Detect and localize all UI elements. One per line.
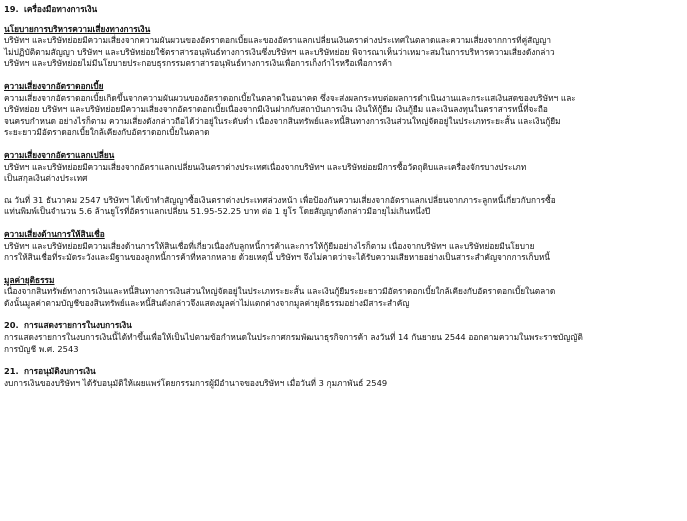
paragraph-line: จนครบกำหนด อย่างไรก็ตาม ความเสี่ยงดังกล่าวถือได้ว่าอยู่ในระดับต่ำ เนื่องจากสินทรัพย์และหนี้สินทางการเงินส่วนใหญ่จัดอยู่ในประเภทระยะสั้น และเงินกู้ยืม — [4, 115, 561, 126]
fair-value-heading: มูลค่ายุติธรรม — [4, 274, 55, 285]
section-number: 20. — [4, 320, 19, 331]
section-19-heading — [4, 4, 681, 16]
paragraph-line: การแสดงรายการในงบการเงินนี้ได้ทำขึ้นเพื่อให้เป็นไปตามข้อกำหนดในประกาศกรมพัฒนาธุรกิจการค้า ลงวันที่ 14 กันยายน 2544 ออกตามความในพระราชบัญญัติ — [4, 332, 583, 343]
paragraph-line: ระยะยาวมีอัตราดอกเบี้ยใกล้เคียงกับอัตราดอกเบี้ยในตลาด — [4, 127, 210, 138]
paragraph-line: ณ วันที่ 31 ธันวาคม 2547 บริษัทฯ ได้เข้าทำสัญญาซื้อเงินตราต่างประเทศล่วงหน้า เพื่อป้องกันความเสี่ยงจากอัตราแลกเปลี่ยนจากภาระลูกหนี้เกี่ยวกับการซื้อ — [4, 194, 556, 205]
section-title: เครื่องมือทางการเงิน — [24, 4, 98, 14]
fx-risk-heading: ความเสี่ยงจากอัตราแลกเปลี่ยน — [4, 149, 115, 160]
paragraph-line: บริษัทฯ และบริษัทย่อยมีความเสี่ยงด้านการให้สินเชื่อที่เกี่ยวเนื่องกับลูกหนี้การค้าและการให้กู้ยืมอย่างไรก็ตาม เนื่องจากบริษัทฯ และบริษัทย่อยมีนโยบาย — [4, 240, 535, 251]
paragraph-line: บริษัทฯ และบริษัทย่อยไม่มีนโยบายประกอบธุรกรรมตราสารอนุพันธ์ทางการเงินเพื่อการเก็งกำไรหรือเพื่อการค้า — [4, 58, 393, 69]
paragraph-line: งบการเงินของบริษัทฯ ได้รับอนุมัติให้เผยแพร่โดยกรรมการผู้มีอำนาจของบริษัทฯ เมื่อวันที่ 3 กุมภาพันธ์ 2549 — [4, 377, 388, 388]
section-number: 19. — [4, 4, 19, 14]
paragraph-line: บริษัทย่อย บริษัทฯ และบริษัทย่อยมีความเสี่ยงจากอัตราดอกเบี้ยเนื่องจากมีเงินฝากกับสถาบันการเงิน เงินให้กู้ยืม เงินกู้ยืม และเงินลงทุนในตราสารหนี้ที่จะถือ — [4, 104, 548, 115]
interest-rate-risk-paragraph — [4, 93, 681, 139]
paragraph-line: บริษัทฯ และบริษัทย่อยมีความเสี่ยงจากอัตราแลกเปลี่ยนเงินตราต่างประเทศเนื่องจากบริษัทฯ และบริษัทย่อยมีการซื้อวัตถุดิบและเครื่องจักรบางประเภท — [4, 161, 527, 172]
policy-heading: นโยบายการบริหารความเสี่ยงทางการเงิน — [4, 23, 151, 34]
credit-risk-heading: ความเสี่ยงด้านการให้สินเชื่อ — [4, 228, 105, 239]
policy-paragraph — [4, 35, 681, 70]
fair-value-paragraph — [4, 286, 681, 309]
paragraph-line: เนื่องจากสินทรัพย์ทางการเงินและหนี้สินทางการเงินส่วนใหญ่จัดอยู่ในประเภทระยะสั้น และเงินกู้ยืมระยะยาวมีอัตราดอกเบี้ยใกล้เคียงกับอัตราดอกเบี้ยในตลาด — [4, 286, 556, 297]
section-20-heading — [4, 320, 681, 332]
paragraph-line: ไม่ปฏิบัติตามสัญญา บริษัทฯ และบริษัทย่อยใช้ตราสารอนุพันธ์ทางการเงินซึ่งบริษัทฯ และบริษัทย่อย พิจารณาเห็นว่าเหมาะสมในการบริหารความเสี่ยงดังกล่าว — [4, 46, 555, 57]
section-title: การอนุมัติงบการเงิน — [24, 366, 96, 377]
paragraph-line: การให้สินเชื่อที่ระมัดระวังและมีฐานของลูกหนี้การค้าที่หลากหลาย ด้วยเหตุนี้ บริษัทฯ จึงไม่คาดว่าจะได้รับความเสียหายอย่างเป็นสาระสำคัญจากการเก็บหนี้ — [4, 252, 550, 263]
section-20-paragraph — [4, 332, 681, 355]
section-title: การแสดงรายการในงบการเงิน — [24, 320, 132, 331]
paragraph-line: ความเสี่ยงจากอัตราดอกเบี้ยเกิดขึ้นจากความผันผวนของอัตราดอกเบี้ยในตลาดในอนาคต ซึ่งจะส่งผลกระทบต่อผลการดำเนินงานและกระแสเงินสดของบริษัทฯ และ — [4, 92, 576, 103]
interest-rate-risk-heading: ความเสี่ยงจากอัตราดอกเบี้ย — [4, 80, 104, 91]
section-21-heading — [4, 366, 681, 378]
paragraph-line: ดังนั้นมูลค่าตามบัญชีของสินทรัพย์และหนี้สินดังกล่าวจึงแสดงมูลค่าไม่แตกต่างจากมูลค่ายุติธรรมอย่างมีสาระสำคัญ — [4, 297, 410, 308]
paragraph-line: เป็นสกุลเงินต่างประเทศ — [4, 173, 88, 184]
paragraph-line: แท่นพิมพ์เป็นจำนวน 5.6 ล้านยูโรที่อัตราแลกเปลี่ยน 51.95-52.25 บาท ต่อ 1 ยูโร โดยสัญญาดังกล่าวมีอายุไม่เกินหนึ่งปี — [4, 206, 431, 217]
section-number: 21. — [4, 366, 19, 377]
credit-risk-paragraph — [4, 241, 681, 264]
fx-risk-paragraph — [4, 162, 681, 185]
paragraph-line: บริษัทฯ และบริษัทย่อยมีความเสี่ยงจากความผันผวนของอัตราดอกเบี้ยและของอัตราแลกเปลี่ยนเงินตราต่างประเทศในตลาดและความเสี่ยงจากการที่คู่สัญญา — [4, 35, 551, 46]
fx-forward-contract-paragraph — [4, 195, 681, 218]
paragraph-line: การบัญชี พ.ศ. 2543 — [4, 343, 79, 354]
section-21-paragraph — [4, 378, 681, 390]
